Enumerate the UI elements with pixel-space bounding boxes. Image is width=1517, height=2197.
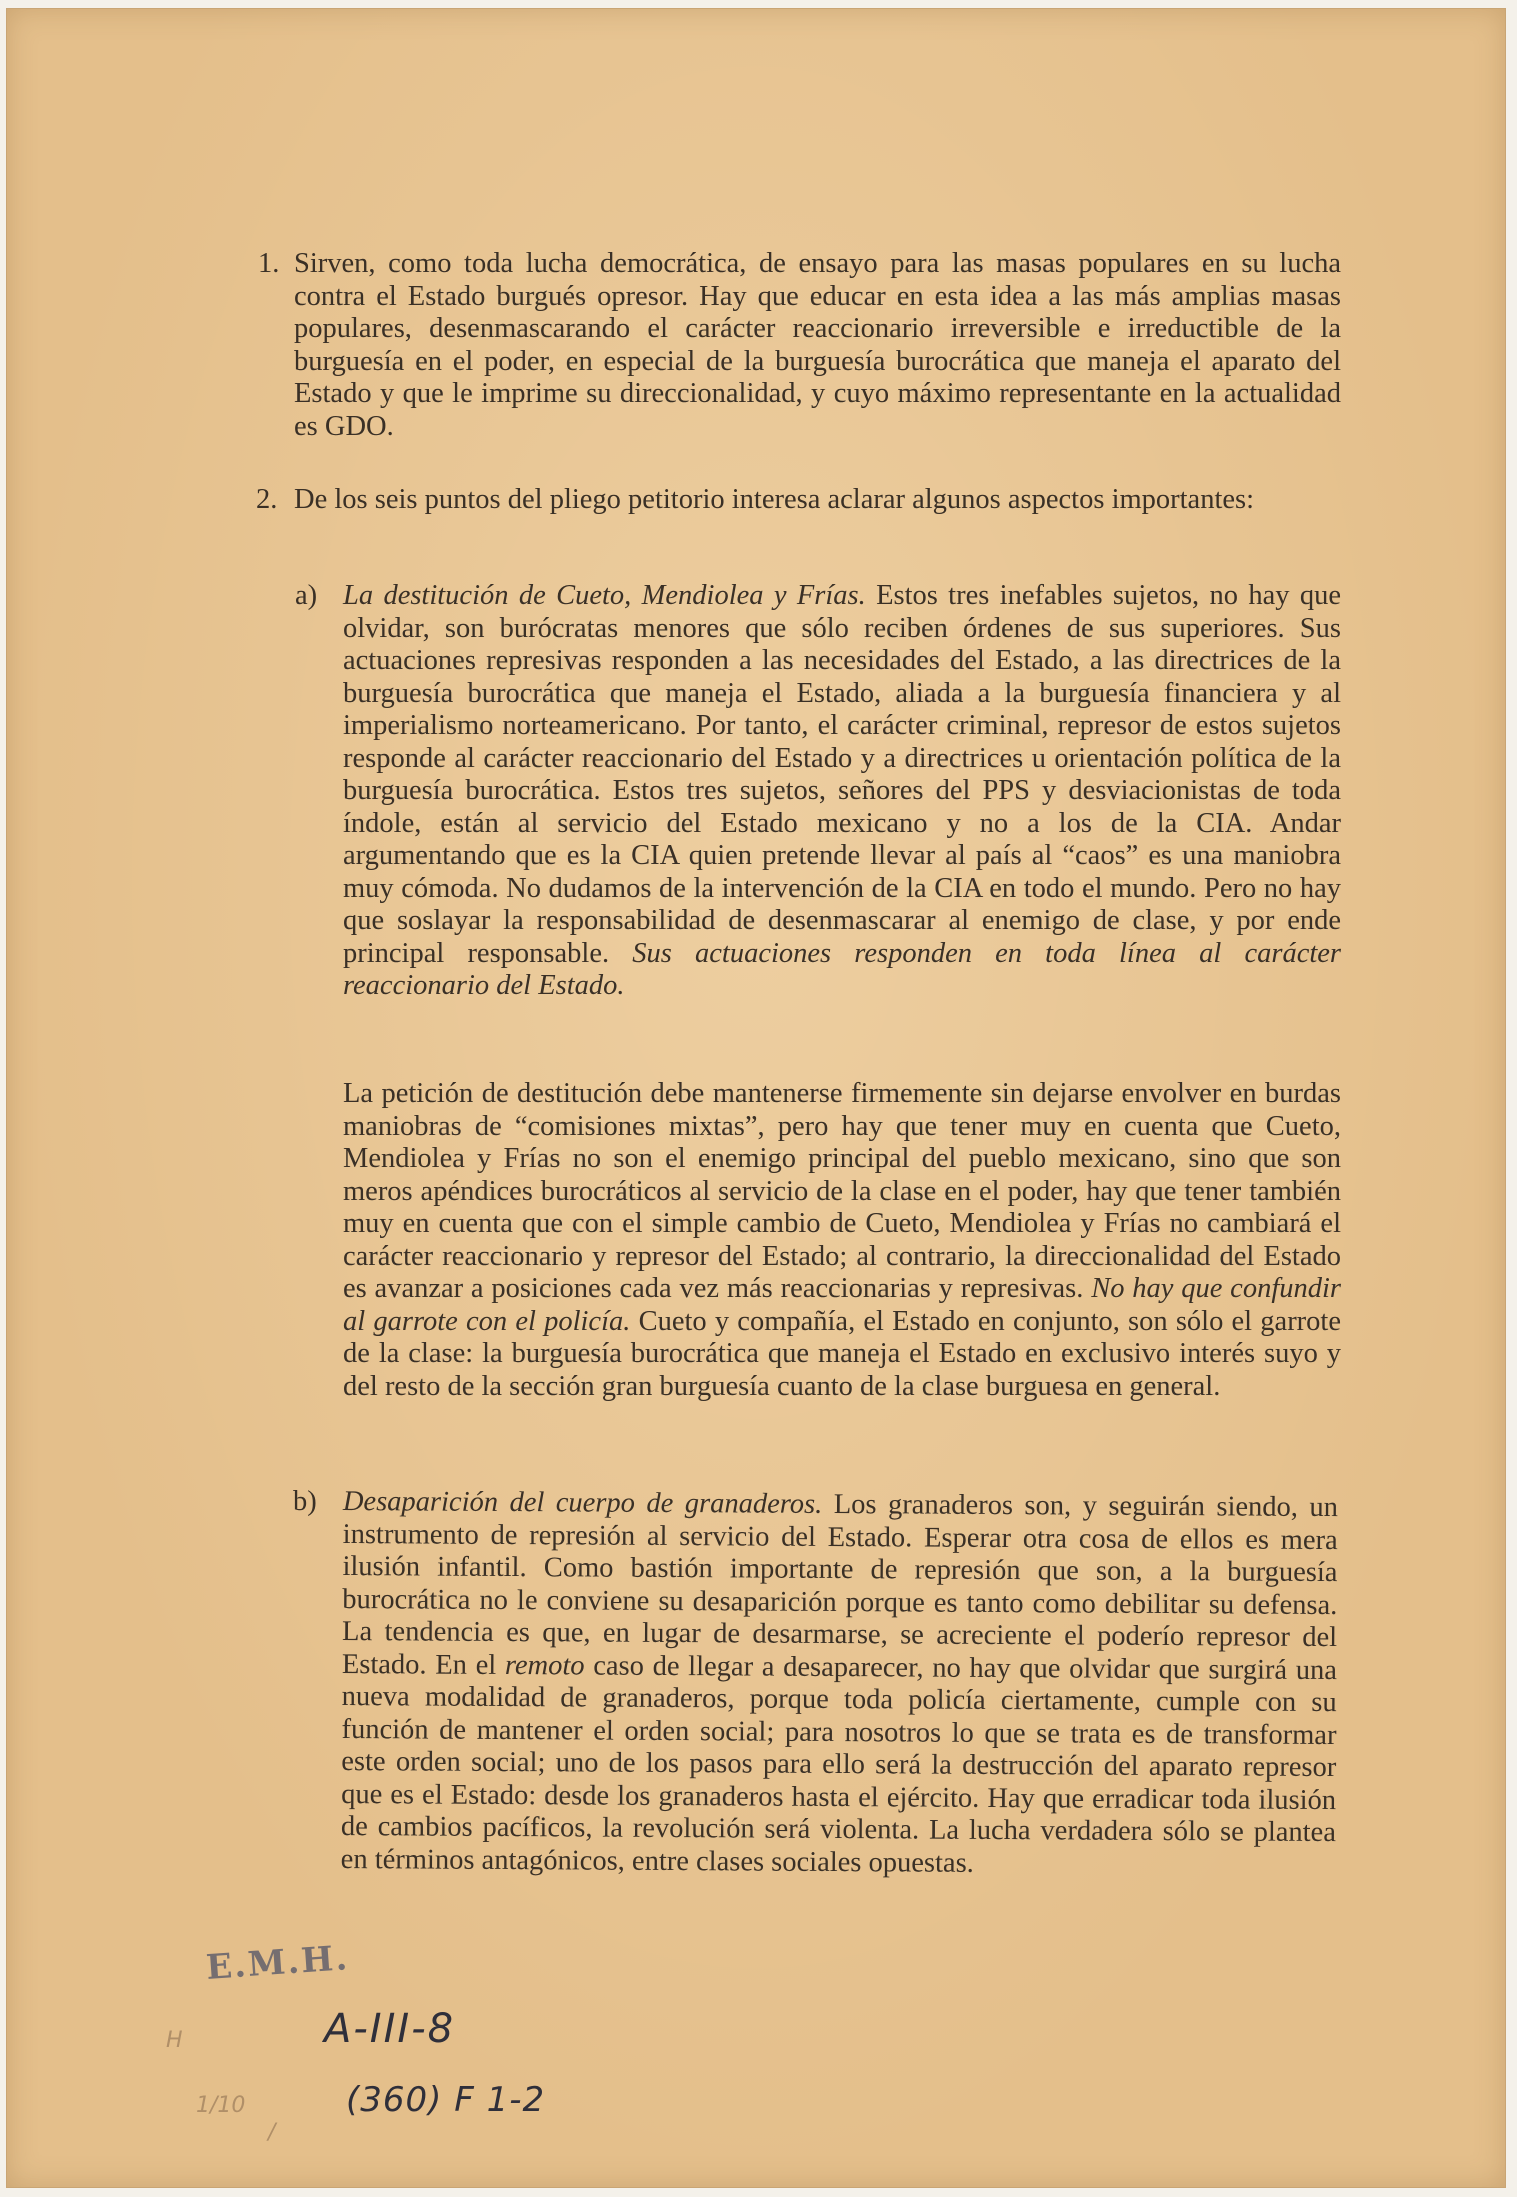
archive-reference: (360) F 1-2	[346, 2080, 546, 2120]
sub-a-emphasis: Sus actuaciones responden en toda línea al carácter reaccionario del Estado.	[343, 937, 1342, 1001]
item-2-text: De los seis puntos del pliego petitorio interesa aclarar algunos aspectos importantes:	[294, 484, 1255, 515]
archive-stamp: E.M.H.	[204, 1938, 351, 1988]
sub-a-second-paragraph	[343, 1078, 1341, 1403]
sub-b-paragraph	[341, 1486, 1338, 1882]
faint-mark-2: 1/10	[196, 2093, 246, 2118]
sub-a-body	[343, 580, 1341, 1003]
sub-b-body	[341, 1486, 1338, 1882]
faint-mark-1: H	[166, 2028, 183, 2053]
item-1-paragraph	[294, 248, 1341, 443]
sub-b-text-1: Los granaderos son, y seguirán siendo, un instrumento de represión al servicio del Estado. Esperar otra cosa de ellos es mera ilusión infantil. Como bastión importante de represión que son, a la burguesía burocrática no le conviene su desaparición porque es tanto como debilitar su defensa. La tendencia es que, en lugar de desarmarse, se acreciente el poderío represor del Estado. En el	[341, 1488, 1339, 1681]
sub-b-text-2: caso de llegar a desaparecer, no hay que olvidar que surgirá una nueva modalidad de granaderos, porque toda policía ciertamente, cumple con su función de mantener el orden social; para nosotros lo que se trata es de transformar este orden social; uno de los pasos para ello será la destrucción del aparato represor que es el Estado: desde los granaderos hasta el ejército. Hay que erradicar toda ilusión de cambios pacíficos, la revolución será violenta. La lucha verdadera sólo se plantea en términos antagónicos, entre clases sociales opuestas.	[340, 1650, 1338, 1879]
sub-b-title: Desaparición del cuerpo de granaderos.	[342, 1486, 823, 1520]
archive-code: A-III-8	[324, 2006, 456, 2052]
faint-mark-3: /	[268, 2120, 276, 2145]
sub-a-paragraph	[343, 580, 1341, 1003]
document-page	[6, 8, 1506, 2188]
sub-a-second-body	[343, 1078, 1341, 1403]
sub-a-para2-text: La petición de destitución debe mantenerse firmemente sin dejarse envolver en burdas maniobras de “comisiones mixtas”, pero hay que tener muy en cuenta que Cueto, Mendiolea y Frías no son el enemigo principal del pueblo mexicano, sino que son meros apéndices burocráticos al servicio de la clase en el poder, hay que tener también muy en cuenta que con el simple cambio de Cueto, Mendiolea y Frías no cambiará el carácter reaccionario y represor del Estado; al contrario, la direccionalidad del Estado es avanzar a posiciones cada vez más reaccionarias y represivas.	[343, 1078, 1341, 1304]
sub-a-title: La destitución de Cueto, Mendiolea y Frías.	[343, 580, 866, 611]
sub-b-label: b)	[293, 1486, 317, 1517]
item-2-paragraph	[294, 484, 1341, 517]
sub-a-text: Estos tres inefables sujetos, no hay que olvidar, son burócratas menores que sólo reciben órdenes de sus superiores. Sus actuaciones represivas responden a las necesidades del Estado, a las directrices de la burguesía burocrática que maneja el Estado, aliada a la burguesía financiera y al imperialismo norteamericano. Por tanto, el carácter criminal, represor de estos sujetos responde al carácter reaccionario del Estado y a directrices u orientación política de la burguesía burocrática. Estos tres sujetos, señores del PPS y desviacionistas de toda índole, están al servicio del Estado mexicano y no a los de la CIA. Andar argumentando que es la CIA quien pretende llevar al país al “caos” es una maniobra muy cómoda. No dudamos de la intervención de la CIA en todo el mundo. Pero no hay que soslayar la responsabilidad de desenmascarar al enemigo de clase, y por ende principal responsable.	[343, 580, 1341, 969]
item-2-number: 2.	[256, 484, 278, 515]
item-1-number: 1.	[258, 248, 280, 279]
sub-b-remoto: remoto	[504, 1649, 585, 1681]
sub-a-para2-emphasis: No hay que confundir al garrote con el policía.	[343, 1273, 1342, 1337]
sub-a-label: a)	[295, 580, 318, 611]
sub-a-para2-tail: Cueto y compañía, el Estado en conjunto, son sólo el garrote de la clase: la burguesía burocrática que maneja el Estado en exclusivo interés suyo y del resto de la sección gran burguesía cuanto de la clase burguesa en general.	[343, 1305, 1341, 1402]
item-1-text: Sirven, como toda lucha democrática, de ensayo para las masas populares en su lucha contra el Estado burgués opresor. Hay que educar en esta idea a las más amplias masas populares, desenmascarando el carácter reaccionario irreversible e irreductible de la burguesía en el poder, en especial de la burguesía burocrática que maneja el aparato del Estado y que le imprime su direccionalidad, y cuyo máximo representante en la actualidad es GDO.	[294, 248, 1341, 442]
